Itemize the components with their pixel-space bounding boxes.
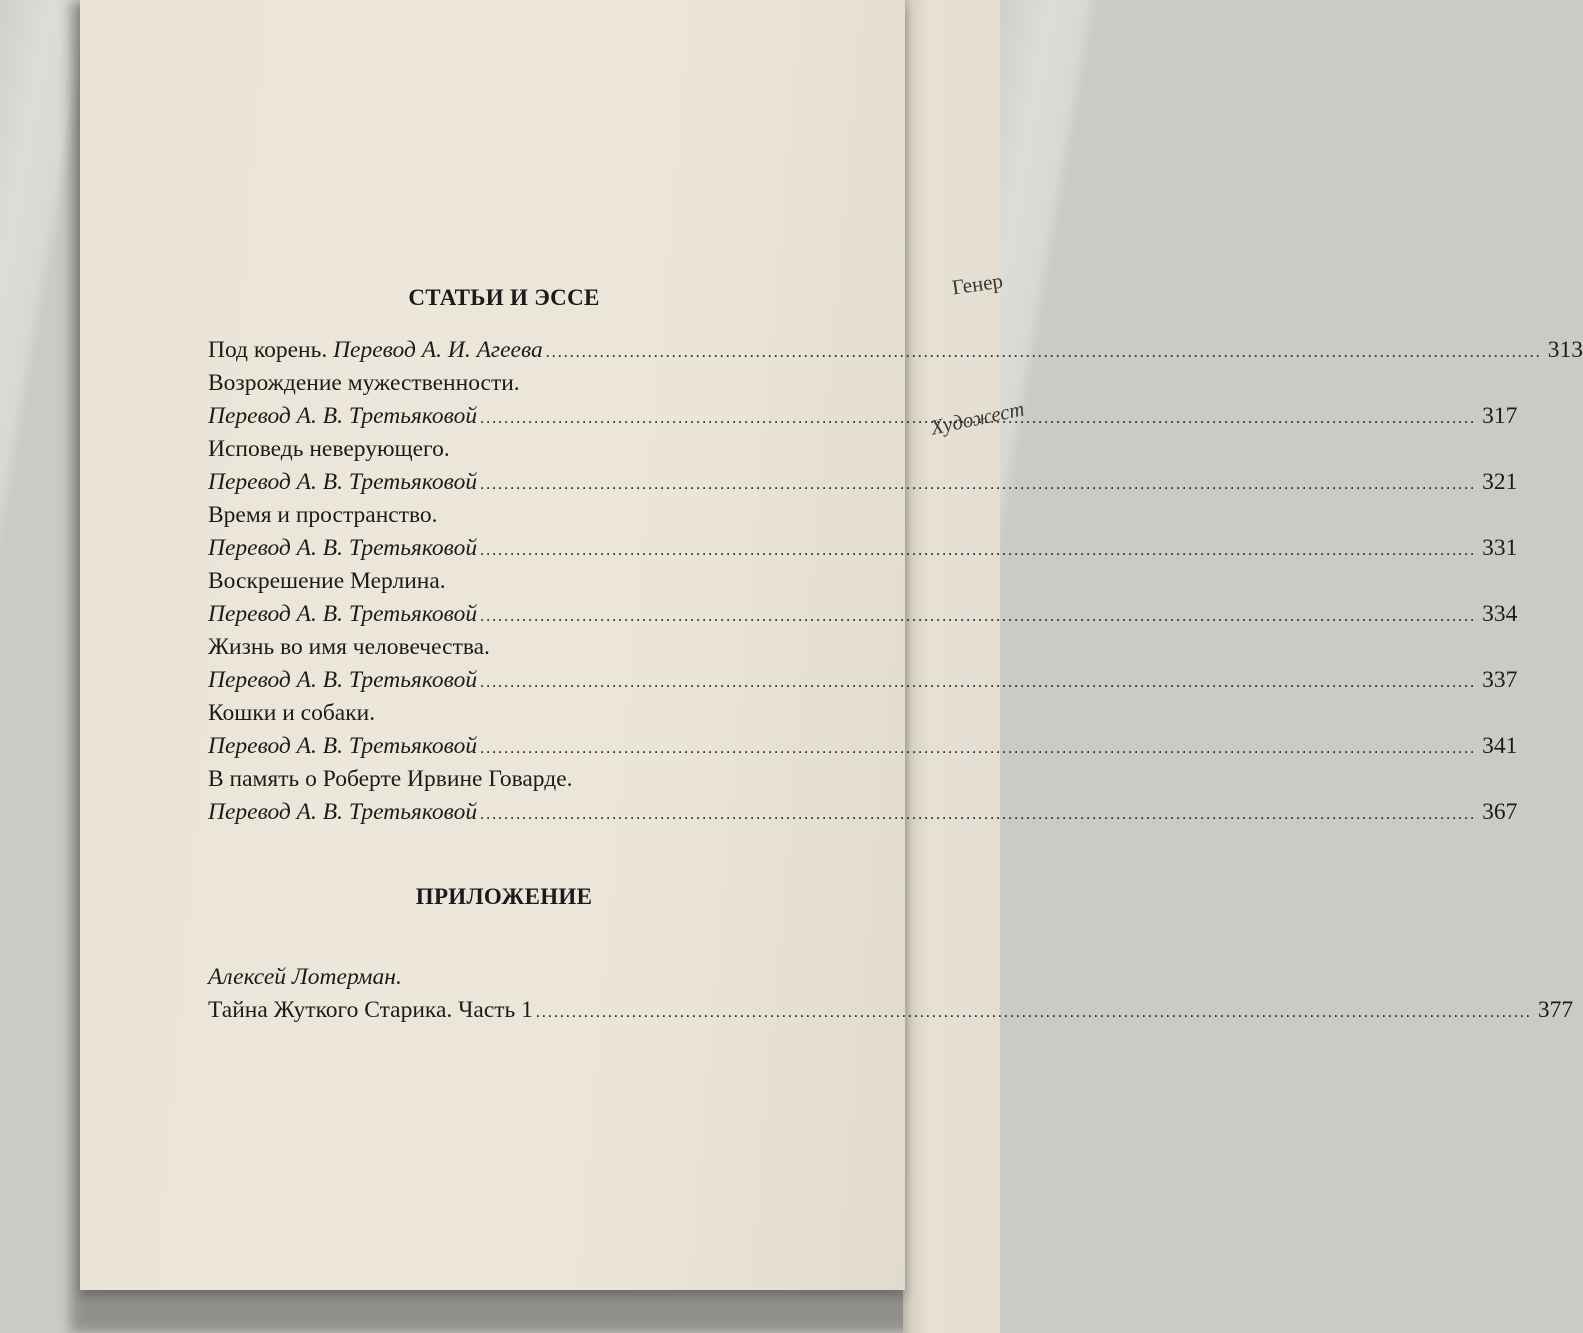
entry-title: Тайна Жуткого Старика. Часть 1	[208, 997, 533, 1023]
toc-entry	[208, 730, 1518, 763]
entry-translator: Перевод А. В. Третьяковой	[208, 799, 478, 825]
toc-entry	[208, 466, 1518, 499]
entry-author: Алексей Лотерман.	[208, 964, 402, 990]
dot-leader	[480, 798, 1476, 831]
dot-leader	[480, 402, 1476, 435]
entry-page-number: 321	[1482, 469, 1518, 495]
toc-entry	[208, 664, 1518, 697]
entry-translator: Перевод А. И. Агеева	[333, 337, 543, 363]
entry-title: Кошки и собаки.	[208, 700, 376, 726]
entry-title: Исповедь неверующего.	[208, 436, 450, 462]
adjacent-page-text-1: Генер	[950, 268, 1005, 300]
section-title-articles: СТАТЬИ И ЭССЕ	[408, 285, 600, 310]
toc-entry-title-line	[208, 433, 800, 466]
entry-translator: Перевод А. В. Третьяковой	[208, 469, 478, 495]
entry-title: Под корень.	[208, 337, 328, 363]
entry-translator: Перевод А. В. Третьяковой	[208, 403, 478, 429]
entry-page-number: 334	[1482, 601, 1518, 627]
entry-page-number: 341	[1482, 733, 1518, 759]
entry-page-number: 317	[1482, 403, 1518, 429]
entry-title: Возрождение мужественности.	[208, 370, 520, 396]
dot-leader	[546, 336, 1542, 369]
dot-leader	[536, 996, 1532, 1029]
toc-entry	[208, 598, 1518, 631]
toc-entry	[208, 796, 1518, 829]
dot-leader	[480, 732, 1476, 765]
entry-page-number: 367	[1482, 799, 1518, 825]
toc-entry-title-line	[208, 697, 800, 730]
toc-entry	[208, 994, 1574, 1027]
toc-entry-title-line	[208, 565, 800, 598]
toc-entry-title-line	[208, 631, 800, 664]
entry-translator: Перевод А. В. Третьяковой	[208, 535, 478, 561]
entry-translator: Перевод А. В. Третьяковой	[208, 667, 478, 693]
entry-title: Воскрешение Мерлина.	[208, 568, 446, 594]
entry-translator: Перевод А. В. Третьяковой	[208, 733, 478, 759]
entry-translator: Перевод А. В. Третьяковой	[208, 601, 478, 627]
toc-entry-title-line	[208, 367, 800, 400]
dot-leader	[480, 666, 1476, 699]
adjacent-page-text-2: Художест	[928, 396, 1027, 440]
entry-title: В память о Роберте Ирвине Говарде.	[208, 766, 573, 792]
entry-page-number: 337	[1482, 667, 1518, 693]
toc-entry	[208, 334, 1583, 367]
entry-title: Жизнь во имя человечества.	[208, 634, 490, 660]
toc-entry-title-line	[208, 763, 800, 796]
entry-page-number: 313	[1547, 337, 1583, 363]
entry-page-number: 377	[1537, 997, 1574, 1023]
toc-entry-title-line	[208, 499, 800, 532]
toc-entry	[208, 532, 1518, 565]
dot-leader	[480, 600, 1476, 633]
entry-page-number: 331	[1482, 535, 1518, 561]
entry-title: Время и пространство.	[208, 502, 438, 528]
section-title-appendix: ПРИЛОЖЕНИЕ	[415, 884, 593, 909]
toc-entry-author-line	[208, 961, 800, 994]
dot-leader	[480, 534, 1476, 567]
dot-leader	[480, 468, 1476, 501]
